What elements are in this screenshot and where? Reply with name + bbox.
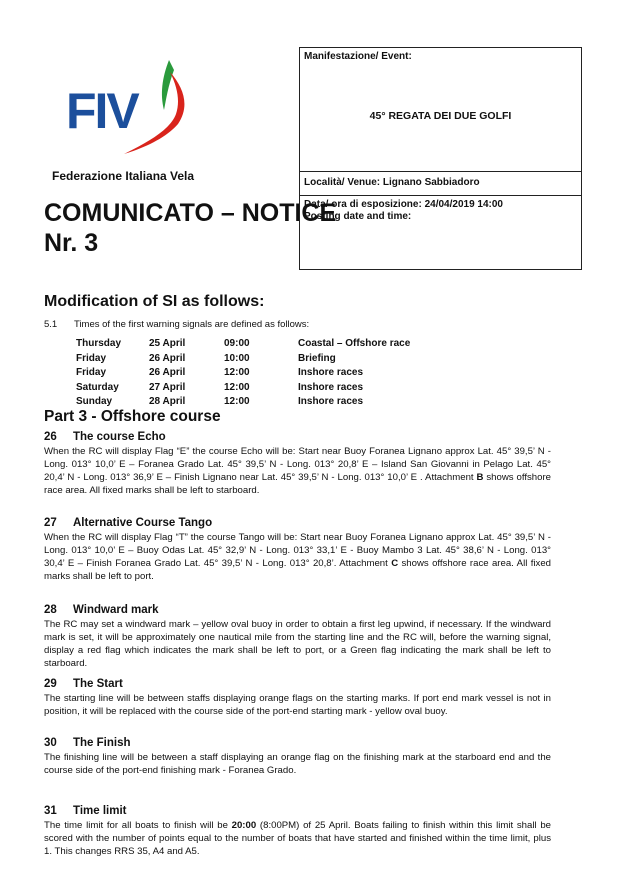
- rule-title: Time limit: [73, 805, 127, 817]
- rule-text: shows offshore race area. All fixed marks shall be left to starboard.: [44, 472, 552, 496]
- event-cell: [300, 48, 581, 172]
- schedule-time: 12:00: [224, 367, 250, 379]
- rule-body: [44, 692, 551, 718]
- intro-text: Times of the first warning signals are defined as follows:: [74, 319, 310, 330]
- rule-number: 27: [44, 517, 57, 529]
- rule-text: When the RC will display Flag “T” the course Tango will be: Start near Buoy Foranea Lignano approx Lat. 45° 39,5’ N - Long. 013° 10,0’ E – Buoy Odas Lat. 45° 32,9’ N - Long. 013° 33,1’ E - Buoy Mambo 3 Lat. 45° 38,6’ N - Long. 013° 30,4’ E – Finish Foranea Grado Lat. 45° 39,5’ N - Long. 013° 20,8’. Attachment: [44, 532, 551, 569]
- rule-text: The RC may set a windward mark – yellow oval buoy in order to obtain a first leg upwind, if necessary. If the windward mark is set, it will be approximately one nautical mile from the starting line and the RC will, before the warning signal, display a red flag which indicates the mark shall be left to port, or a Green flag indicating the mark shall be left to starboard.: [44, 619, 551, 669]
- rule-30: [44, 736, 551, 777]
- rule-31: [44, 804, 551, 858]
- rule-body: [44, 819, 551, 858]
- logo-text: FIV: [66, 83, 138, 139]
- rule-heading: [44, 804, 551, 819]
- schedule-day: Sunday: [76, 396, 113, 408]
- schedule-date: 26 April: [149, 367, 186, 379]
- schedule-day: Friday: [76, 352, 107, 364]
- section-title: Modification of SI as follows:: [44, 293, 265, 310]
- schedule-time: 09:00: [224, 338, 250, 350]
- fiv-logo: [66, 58, 196, 158]
- rule-text: shows offshore race area. All fixed marks shall be left to port.: [44, 558, 551, 582]
- schedule-event: Inshore races: [298, 367, 364, 379]
- event-name: 45° REGATA DEI DUE GOLFI: [369, 110, 512, 122]
- rule-heading: [44, 677, 551, 692]
- schedule-row: [76, 337, 410, 352]
- schedule-day: Thursday: [76, 338, 122, 350]
- event-info-box: [299, 47, 582, 270]
- rule-text-bold: C: [391, 558, 399, 569]
- posting-cell: [300, 196, 581, 269]
- intro-number: 5.1: [44, 319, 58, 330]
- rule-text-bold: 20:00: [231, 820, 257, 831]
- rule-heading: [44, 603, 551, 618]
- rule-number: 31: [44, 805, 57, 817]
- rule-28: [44, 603, 551, 670]
- rule-heading: [44, 516, 551, 531]
- notice-number: Nr. 3: [44, 229, 99, 257]
- notice-title-line1: COMUNICATO – NOTICE: [44, 199, 337, 227]
- schedule-day: Saturday: [76, 381, 119, 393]
- intro-line: [44, 319, 309, 330]
- schedule-row: [76, 366, 410, 381]
- rule-title: Windward mark: [73, 604, 159, 616]
- rule-body: [44, 751, 551, 777]
- schedule-day: Friday: [76, 367, 107, 379]
- schedule-date: 27 April: [149, 381, 186, 393]
- rule-number: 28: [44, 604, 57, 616]
- rule-body: [44, 618, 551, 670]
- schedule-time: 10:00: [224, 352, 250, 364]
- schedule-row: [76, 352, 410, 367]
- rule-title: The Finish: [73, 737, 131, 749]
- rule-27: [44, 516, 551, 583]
- event-label: Manifestazione/ Event:: [304, 51, 412, 62]
- rule-number: 30: [44, 737, 57, 749]
- schedule-date: 28 April: [149, 396, 186, 408]
- rule-body: [44, 531, 551, 583]
- rule-title: The course Echo: [73, 431, 166, 443]
- posting-date: Data/ ora di esposizione: 24/04/2019 14:00: [304, 199, 503, 210]
- rule-number: 26: [44, 431, 57, 443]
- rule-text: The finishing line will be between a staff displaying an orange flag on the finishing mark at the starboard end and the course side of the port-end finishing mark - Foranea Grado.: [44, 752, 551, 776]
- rule-29: [44, 677, 551, 718]
- rule-text: When the RC will display Flag “E” the course Echo will be: Start near Buoy Foranea Lignano approx Lat. 45° 39,5’ N - Long. 013° 10,0’ E – Foranea Grado Lat. 45° 39,5’ N - Long. 013° 20,8’ E – Island San Giovanni in Pelago Lat. 45° 20,4’ N - Long. 013° 36,9’ E – Finish Lignano near Lat. 45° 39,5’ N - Long. 013° 10,0’ E . Attachment: [44, 446, 551, 483]
- fiv-logo-graphic: [66, 58, 196, 158]
- rule-heading: [44, 736, 551, 751]
- rule-heading: [44, 430, 551, 445]
- rule-number: 29: [44, 678, 57, 690]
- notice-title: [44, 198, 336, 258]
- rule-body: [44, 445, 551, 497]
- rule-title: Alternative Course Tango: [73, 517, 213, 529]
- rule-text: (8:00PM) of 25 April. Boats failing to finish within this limit shall be scored with the number of points equal to the number of boats that have started and finished within the time limit, plus 1. This changes RRS 35, A4 and A5.: [44, 820, 551, 857]
- schedule-date: 26 April: [149, 352, 186, 364]
- part-title: Part 3 - Offshore course: [44, 408, 221, 425]
- rule-title: The Start: [73, 678, 123, 690]
- schedule-event: Inshore races: [298, 396, 364, 408]
- schedule-time: 12:00: [224, 381, 250, 393]
- rule-26: [44, 430, 551, 497]
- rule-text: The starting line will be between staffs displaying orange flags on the starting marks. If port end mark vessel is not in position, it will be replaced with the course side of the port-end starting mark - yellow oval buoy.: [44, 693, 551, 717]
- schedule-time: 12:00: [224, 396, 250, 408]
- posting-label: Posting date and time:: [304, 211, 412, 222]
- federation-name: Federazione Italiana Vela: [52, 169, 195, 183]
- schedule-event: Briefing: [298, 352, 336, 364]
- schedule-date: 25 April: [149, 338, 186, 350]
- venue: Località/ Venue: Lignano Sabbiadoro: [304, 177, 480, 188]
- schedule-table: [76, 337, 410, 410]
- venue-cell: [300, 172, 581, 196]
- schedule-event: Coastal – Offshore race: [298, 338, 411, 350]
- schedule-row: [76, 381, 410, 396]
- schedule-event: Inshore races: [298, 381, 364, 393]
- rule-text: The time limit for all boats to finish will be: [44, 820, 232, 831]
- rule-text-bold: B: [476, 472, 484, 483]
